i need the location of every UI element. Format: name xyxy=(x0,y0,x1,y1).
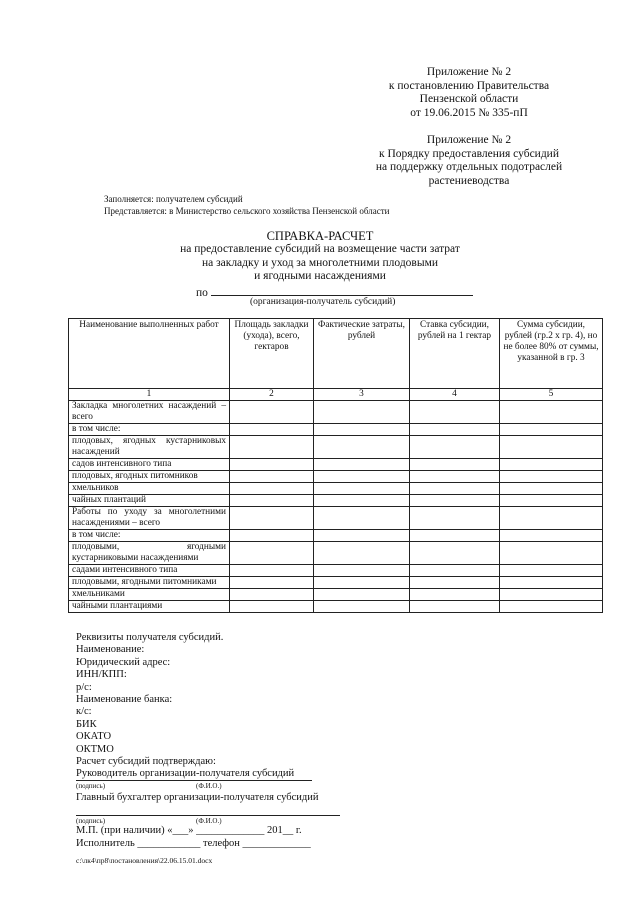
head-sign-caption: (подпись) xyxy=(76,782,106,790)
area-cell[interactable] xyxy=(230,589,314,601)
col-number-3: 3 xyxy=(314,389,410,401)
header2-line3: на поддержку отдельных подотраслей xyxy=(375,161,563,173)
requisites-heading: Реквизиты получателя субсидий. xyxy=(76,632,224,643)
head-signature-line[interactable] xyxy=(76,780,312,781)
costs-cell[interactable] xyxy=(314,577,410,589)
row-label: хмельников xyxy=(69,483,230,495)
subsidy-cell[interactable] xyxy=(500,601,603,613)
area-cell[interactable] xyxy=(230,601,314,613)
col-header-3: Фактические затраты, рублей xyxy=(314,319,410,389)
header2-line4: растениеводства xyxy=(428,174,510,187)
rate-cell[interactable] xyxy=(410,424,500,436)
col-header-4: Ставка субсидии, рублей на 1 гектар xyxy=(410,319,500,389)
subsidy-cell[interactable] xyxy=(500,495,603,507)
table-row xyxy=(69,507,603,530)
accountant-fio-caption: (Ф.И.О.) xyxy=(196,817,222,825)
subsidy-cell[interactable] xyxy=(500,577,603,589)
costs-cell[interactable] xyxy=(314,542,410,565)
subsidy-cell[interactable] xyxy=(500,436,603,459)
col-header-2: Площадь закладки (ухода), всего, гектаров xyxy=(230,319,314,389)
okato-field-label: ОКАТО xyxy=(76,731,112,743)
table-row xyxy=(69,401,603,424)
column-number-row xyxy=(69,389,603,401)
area-cell[interactable] xyxy=(230,483,314,495)
rate-cell[interactable] xyxy=(410,401,500,424)
file-path-footer: c:\лк4\пр8\постановления\22.06.15.01.docx xyxy=(76,856,213,865)
address-field-label: Юридический адрес: xyxy=(76,656,171,668)
header2-line2: к Порядку предоставления субсидий xyxy=(379,147,559,160)
executor-phone-line[interactable]: Исполнитель ____________ телефон _____________ xyxy=(76,838,311,849)
org-caption: (организация-получатель субсидий) xyxy=(250,297,396,307)
header1-line4: от 19.06.2015 № 335-пП xyxy=(410,106,528,119)
rate-cell[interactable] xyxy=(410,565,500,577)
row-label: плодовыми, ягодными питомниками xyxy=(69,577,230,589)
area-cell[interactable] xyxy=(230,471,314,483)
header2-line1: Приложение № 2 xyxy=(426,134,512,146)
row-label: Закладка многолетних насаждений – всего xyxy=(69,401,230,424)
area-cell[interactable] xyxy=(230,459,314,471)
area-cell[interactable] xyxy=(230,542,314,565)
col-number-4: 4 xyxy=(410,389,500,401)
costs-cell[interactable] xyxy=(314,589,410,601)
table-row xyxy=(69,459,603,471)
rate-cell[interactable] xyxy=(410,483,500,495)
subsidy-cell[interactable] xyxy=(500,530,603,542)
costs-cell[interactable] xyxy=(314,565,410,577)
subsidy-cell[interactable] xyxy=(500,424,603,436)
head-fio-caption: (Ф.И.О.) xyxy=(196,782,222,790)
row-label: Работы по уходу за многолетними насаждениями – всего xyxy=(69,507,230,530)
row-label: хмельниками xyxy=(69,589,230,601)
appendix-header-procedure xyxy=(324,134,614,188)
col-number-1: 1 xyxy=(69,389,230,401)
costs-cell[interactable] xyxy=(314,483,410,495)
subtitle-line2: на закладку и уход за многолетними плодовыми xyxy=(201,256,439,269)
inn-kpp-field-label: ИНН/КПП: xyxy=(76,669,127,681)
costs-cell[interactable] xyxy=(314,495,410,507)
document-title: СПРАВКА-РАСЧЕТ xyxy=(266,229,374,243)
header1-line3: Пензенской области xyxy=(419,93,519,105)
costs-cell[interactable] xyxy=(314,424,410,436)
po-label: по xyxy=(196,287,208,299)
document-subtitle xyxy=(0,243,640,284)
row-label: плодовыми, ягодными кустарниковыми насаждениями xyxy=(69,542,230,565)
table-row xyxy=(69,424,603,436)
corr-account-field-label: к/с: xyxy=(76,706,92,718)
costs-cell[interactable] xyxy=(314,507,410,530)
rate-cell[interactable] xyxy=(410,542,500,565)
filled-by-text: Заполняется: получателем субсидий xyxy=(104,194,243,204)
appendix-header-resolution xyxy=(324,66,614,120)
col-number-2: 2 xyxy=(230,389,314,401)
rate-cell[interactable] xyxy=(410,577,500,589)
table-row xyxy=(69,495,603,507)
subsidy-cell[interactable] xyxy=(500,507,603,530)
rate-cell[interactable] xyxy=(410,436,500,459)
costs-cell[interactable] xyxy=(314,471,410,483)
table-header-row xyxy=(69,319,603,389)
costs-cell[interactable] xyxy=(314,436,410,459)
row-label: садов интенсивного типа xyxy=(69,459,230,471)
col-header-1: Наименование выполненных работ xyxy=(69,319,230,389)
costs-cell[interactable] xyxy=(314,530,410,542)
rate-cell[interactable] xyxy=(410,601,500,613)
submitted-to-text: Представляется: в Министерство сельского хозяйства Пензенской области xyxy=(104,205,390,216)
rate-cell[interactable] xyxy=(410,459,500,471)
subtitle-line1: на предоставление субсидий на возмещение части затрат xyxy=(180,243,460,255)
table-row xyxy=(69,601,603,613)
row-label: садами интенсивного типа xyxy=(69,565,230,577)
rate-cell[interactable] xyxy=(410,530,500,542)
table-row xyxy=(69,577,603,589)
table-row xyxy=(69,436,603,459)
subsidy-cell[interactable] xyxy=(500,542,603,565)
mp-date-line[interactable]: М.П. (при наличии) «___» _____________ 201__ г. xyxy=(76,825,302,836)
subtitle-line3: и ягодными насаждениями xyxy=(254,270,386,282)
col-number-5: 5 xyxy=(500,389,603,401)
subsidy-cell[interactable] xyxy=(500,471,603,483)
header1-line1: Приложение № 2 xyxy=(426,66,512,78)
area-cell[interactable] xyxy=(230,530,314,542)
table-row xyxy=(69,483,603,495)
name-field-label: Наименование: xyxy=(76,644,145,656)
table-row xyxy=(69,589,603,601)
costs-cell[interactable] xyxy=(314,459,410,471)
row-label: плодовых, ягодных питомников xyxy=(69,471,230,483)
chief-accountant-label: Главный бухгалтер организации-получателя субсидий xyxy=(76,792,319,803)
subsidy-cell[interactable] xyxy=(500,483,603,495)
subsidy-cell[interactable] xyxy=(500,401,603,424)
rate-cell[interactable] xyxy=(410,495,500,507)
area-cell[interactable] xyxy=(230,495,314,507)
row-label: чайных плантаций xyxy=(69,495,230,507)
costs-cell[interactable] xyxy=(314,401,410,424)
calculation-table xyxy=(68,318,603,613)
area-cell[interactable] xyxy=(230,436,314,459)
head-label: Руководитель организации-получателя субсидий xyxy=(76,768,295,780)
oktmo-field-label: ОКТМО xyxy=(76,743,114,755)
row-label: в том числе: xyxy=(69,424,230,436)
org-field[interactable] xyxy=(211,284,473,296)
costs-cell[interactable] xyxy=(314,601,410,613)
row-label: плодовых, ягодных кустарниковых насаждений xyxy=(69,436,230,459)
requisites-block xyxy=(76,632,294,781)
subsidy-cell[interactable] xyxy=(500,589,603,601)
row-label: в том числе: xyxy=(69,530,230,542)
area-cell[interactable] xyxy=(230,424,314,436)
rate-cell[interactable] xyxy=(410,507,500,530)
header1-line2: к постановлению Правительства xyxy=(388,79,550,92)
meta-block xyxy=(104,194,389,217)
confirm-label: Расчет субсидий подтверждаю: xyxy=(76,756,216,768)
row-label: чайными плантациями xyxy=(69,601,230,613)
col-header-5: Сумма субсидии, рублей (гр.2 х гр. 4), но не более 80% от суммы, указанной в гр. 3 xyxy=(500,319,603,389)
table-row xyxy=(69,542,603,565)
account-field-label: р/с: xyxy=(76,681,92,693)
subsidy-cell[interactable] xyxy=(500,459,603,471)
table-row xyxy=(69,471,603,483)
accountant-signature-line[interactable] xyxy=(76,815,340,816)
area-cell[interactable] xyxy=(230,565,314,577)
table-row xyxy=(69,565,603,577)
area-cell[interactable] xyxy=(230,401,314,424)
table-row xyxy=(69,530,603,542)
bik-field-label: БИК xyxy=(76,718,97,730)
area-cell[interactable] xyxy=(230,577,314,589)
rate-cell[interactable] xyxy=(410,471,500,483)
subsidy-cell[interactable] xyxy=(500,565,603,577)
area-cell[interactable] xyxy=(230,507,314,530)
rate-cell[interactable] xyxy=(410,589,500,601)
bank-name-field-label: Наименование банка: xyxy=(76,694,173,706)
accountant-sign-caption: (подпись) xyxy=(76,817,106,825)
